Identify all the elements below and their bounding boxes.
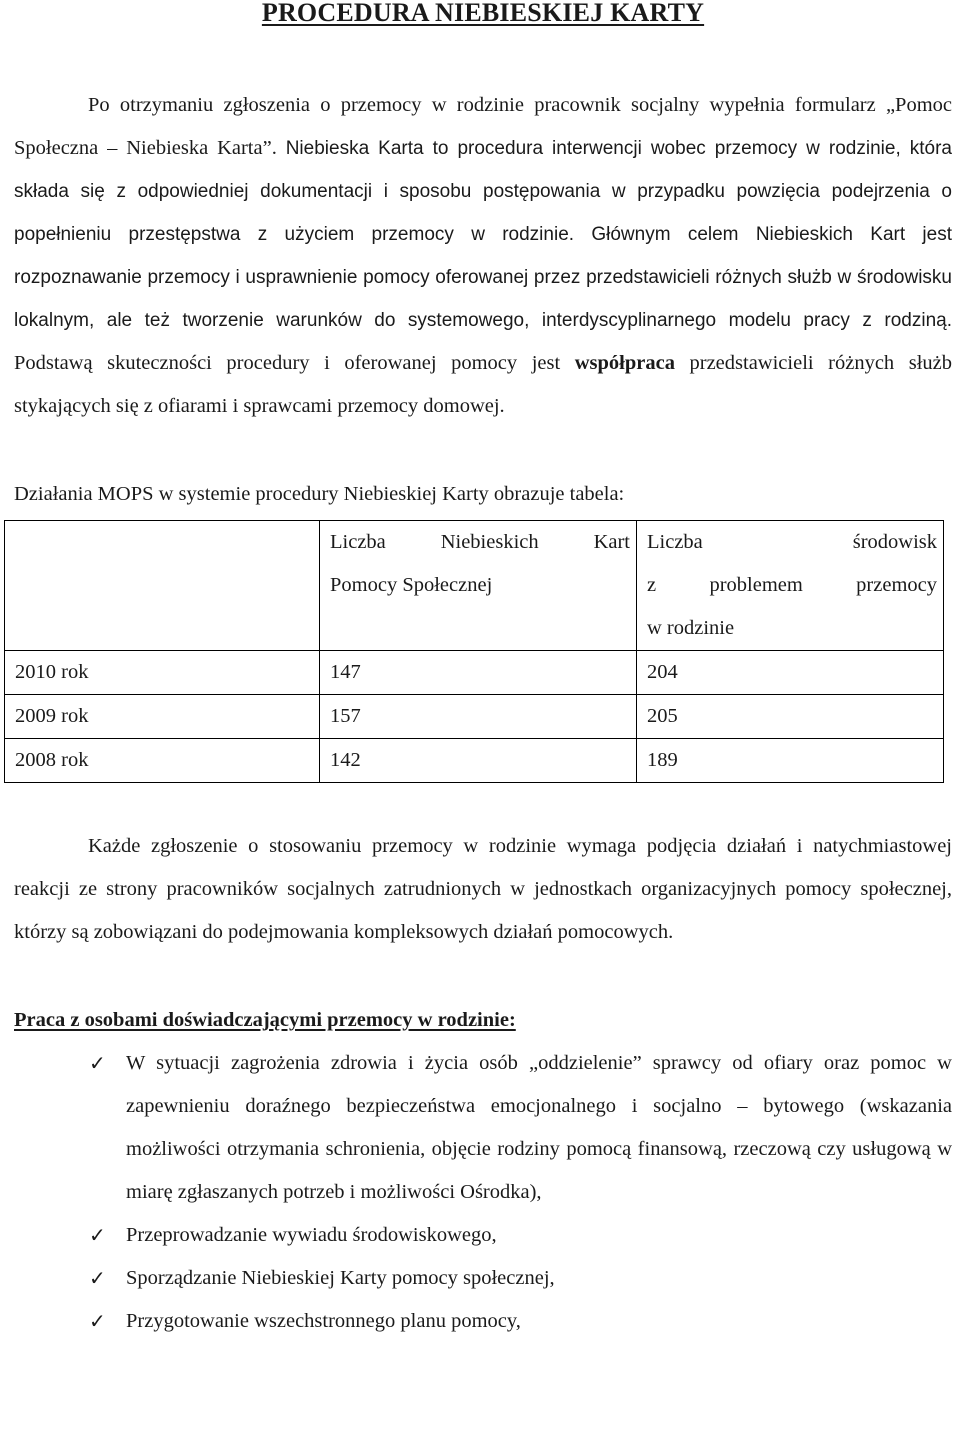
header-cell-environments bbox=[637, 521, 944, 651]
section-heading: Praca z osobami doświadczającymi przemocy w rodzinie: bbox=[14, 1009, 516, 1031]
list-item bbox=[14, 1300, 952, 1343]
header-cards-line2: Pomocy Społecznej bbox=[330, 574, 493, 596]
intro-text-definition: Niebieska Karta to procedura interwencji wobec przemocy w rodzinie, która składa się z odpowiedniej dokumentacji i sposobu postępowania w przypadku powzięcia podejrzenia o popełnieniu przestępstwa z użyciem przemocy w rodzinie. Głównym celem Niebieskich Kart jest rozpoznawanie przemocy i usprawnienie pomocy oferowanej przez przedstawicieli różnych służb w środowisku lokalnym, ale też tworzenie warunków do systemowego, interdyscyplinarnego modelu pracy z rodziną. bbox=[14, 138, 952, 331]
table-row bbox=[5, 651, 944, 695]
checkmark-icon: ✓ bbox=[89, 1223, 106, 1247]
cell-year: 2009 rok bbox=[5, 695, 320, 739]
cell-cards: 142 bbox=[320, 739, 637, 783]
response-paragraph: Każde zgłoszenie o stosowaniu przemocy w rodzinie wymaga podjęcia działań i natychmiastowej reakcji ze strony pracowników socjalnych zatrudnionych w jednostkach organizacyjnych pomocy społecznej, którzy są zobowiązani do podejmowania kompleksowych działań pomocowych. bbox=[14, 835, 952, 943]
cell-cards: 157 bbox=[320, 695, 637, 739]
cell-year: 2010 rok bbox=[5, 651, 320, 695]
cell-cards: 147 bbox=[320, 651, 637, 695]
list-item-text: Przeprowadzanie wywiadu środowiskowego, bbox=[126, 1224, 497, 1246]
table-row bbox=[5, 739, 944, 783]
checklist bbox=[14, 1042, 952, 1343]
cell-environments: 204 bbox=[637, 651, 944, 695]
checkmark-icon: ✓ bbox=[89, 1309, 106, 1333]
statistics-table bbox=[4, 520, 944, 783]
intro-paragraph bbox=[14, 84, 952, 428]
intro-text-bold: współpraca bbox=[574, 352, 675, 374]
checkmark-icon: ✓ bbox=[89, 1051, 106, 1075]
list-item bbox=[14, 1214, 952, 1257]
header-env-line2: z problemem przemocy bbox=[647, 574, 937, 596]
intro-text-part3: Podstawą skuteczności procedury i oferowanej pomocy jest bbox=[14, 352, 575, 374]
header-cell-cards bbox=[320, 521, 637, 651]
intro-text-part1: Po otrzymaniu zgłoszenia o przemocy w rodzinie pracownik socjalny wypełnia formularz „Pomoc Społeczna – Niebieska Karta”. bbox=[14, 94, 952, 159]
header-cards-line1: Liczba Niebieskich Kart bbox=[330, 531, 630, 553]
list-item-text: Przygotowanie wszechstronnego planu pomocy, bbox=[126, 1310, 521, 1332]
document-page bbox=[14, 0, 952, 1343]
cell-environments: 189 bbox=[637, 739, 944, 783]
cell-environments: 205 bbox=[637, 695, 944, 739]
list-item-text: W sytuacji zagrożenia zdrowia i życia osób „oddzielenie” sprawcy od ofiary oraz pomoc w zapewnieniu doraźnego bezpieczeństwa emocjonalnego i socjalno – bytowego (wskazania możliwości otrzymania schronienia, objęcie rodziny pomocą finansową, rzeczową czy usługową w miarę zgłaszanych potrzeb i możliwości Ośrodka), bbox=[126, 1052, 952, 1203]
table-intro: Działania MOPS w systemie procedury Niebieskiej Karty obrazuje tabela: bbox=[14, 483, 625, 505]
header-env-line3: w rodzinie bbox=[647, 617, 735, 639]
list-item-text: Sporządzanie Niebieskiej Karty pomocy społecznej, bbox=[126, 1267, 555, 1289]
table-row bbox=[5, 695, 944, 739]
list-item bbox=[14, 1042, 952, 1214]
intro-text-part4: przedstawicieli różnych służb stykających się z ofiarami i sprawcami przemocy domowej. bbox=[14, 352, 952, 417]
checkmark-icon: ✓ bbox=[89, 1266, 106, 1290]
document-title: PROCEDURA NIEBIESKIEJ KARTY bbox=[261, 0, 705, 27]
table-header-row bbox=[5, 521, 944, 651]
header-cell-year bbox=[5, 521, 320, 651]
header-env-line1: Liczba środowisk bbox=[647, 531, 937, 553]
cell-year: 2008 rok bbox=[5, 739, 320, 783]
list-item bbox=[14, 1257, 952, 1300]
